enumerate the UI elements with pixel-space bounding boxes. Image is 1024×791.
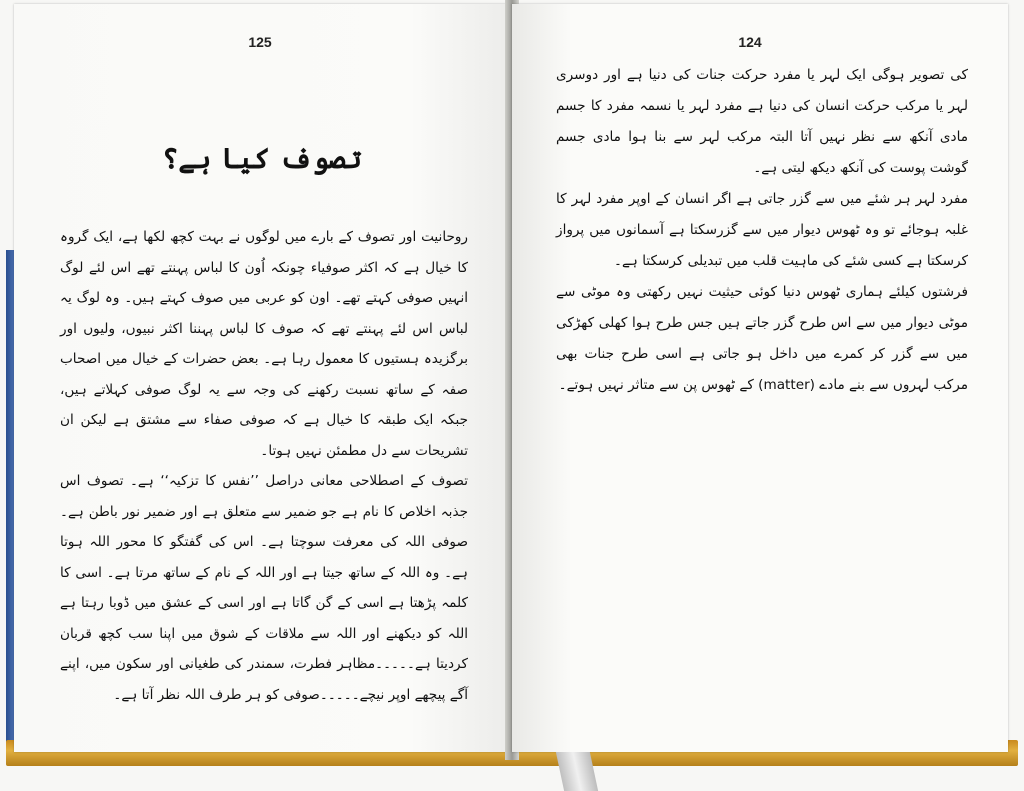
paragraph: مفرد لہر ہر شئے میں سے گزر جاتی ہے اگر انسان کے اوپر مفرد لہر کا غلبہ ہوجائے تو وہ ٹھوس دیوار میں سے گزرسکتا ہے آسمانوں میں پرواز کرسکتا ہے کسی شئے کی ماہیت قلب میں تبدیلی کرسکتا ہے۔ [556, 191, 968, 269]
page-number-left: 125 [248, 34, 272, 50]
right-page [512, 4, 1008, 752]
left-page [14, 4, 511, 752]
table-surface [0, 766, 1024, 791]
book-cover-edge [6, 250, 14, 750]
right-page-body [556, 60, 968, 401]
paragraph: تصوف کے اصطلاحی معانی دراصل ’’نفس کا تزکیہ‘‘ ہے۔ تصوف اس جذبہ اخلاص کا نام ہے جو ضمیر سے متعلق ہے اور ضمیر نور باطن ہے۔ صوفی اللہ کی معرفت سوچتا ہے۔ اس کی گفتگو کا محور اللہ ہوتا ہے۔ وہ اللہ کے ساتھ جیتا ہے اور اللہ کے نام کے ساتھ مرتا ہے۔ اسی کا کلمہ پڑھتا ہے اسی کے گن گاتا ہے اور اسی کے عشق میں ڈوبا رہتا ہے اللہ کو دیکھنے اور اللہ سے ملاقات کے شوق میں اپنا سب کچھ قربان کردیتا ہے۔۔۔۔۔مظاہر فطرت، سمندر کی طغیانی اور سکون میں، اپنے آگے پیچھے اوپر نیچے۔۔۔۔۔صوفی کو ہر طرف اللہ نظر آتا ہے۔ [60, 473, 468, 703]
paragraph: روحانیت اور تصوف کے بارے میں لوگوں نے بہت کچھ لکھا ہے، ایک گروہ کا خیال ہے کہ اکثر صوفیاء چونکہ اُون کا لباس پہنتے تھے اس لئے لوگ انہیں صوفی کہتے تھے۔ اون کو عربی میں صوف کہتے ہیں۔ وہ لوگ یہ لباس اس لئے پہنتے تھے کہ صوف کا لباس پہننا اکثر نبیوں، ولیوں اور برگزیدہ ہستیوں کا معمول رہا ہے۔ بعض حضرات کے خیال میں اصحاب صفہ کے ساتھ نسبت رکھنے کی وجہ سے یہ لوگ صوفی کہلاتے ہیں، جبکہ ایک طبقہ کا خیال ہے کہ صوفی صفاء سے مشتق ہے لیکن ان تشریحات سے دل مطمئن نہیں ہوتا۔ [60, 229, 468, 459]
chapter-heading: تصوف کیا ہے؟ [162, 142, 362, 175]
page-number-right: 124 [738, 34, 762, 50]
left-page-body [60, 222, 468, 710]
paragraph: کی تصویر ہوگی ایک لہر یا مفرد حرکت جنات کی دنیا ہے اور دوسری لہر یا مرکب حرکت انسان کی دنیا ہے مفرد لہر یا نسمہ مفرد کا جسم مادی آنکھ سے نظر نہیں آتا البتہ مرکب لہر سے بنا ہوا مادی جسم گوشت پوست کی آنکھ دیکھ لیتی ہے۔ [556, 67, 968, 176]
paragraph: فرشتوں کیلئے ہماری ٹھوس دنیا کوئی حیثیت نہیں رکھتی وہ موٹی سے موٹی دیوار میں سے اس طرح گزر جاتے ہیں جس طرح ہوا کھلی کھڑکی میں سے گزر کر کمرے میں داخل ہو جاتی ہے اسی طرح جنات بھی مرکب لہروں سے بنے مادے (matter) کے ٹھوس پن سے متاثر نہیں ہوتے۔ [556, 284, 968, 393]
